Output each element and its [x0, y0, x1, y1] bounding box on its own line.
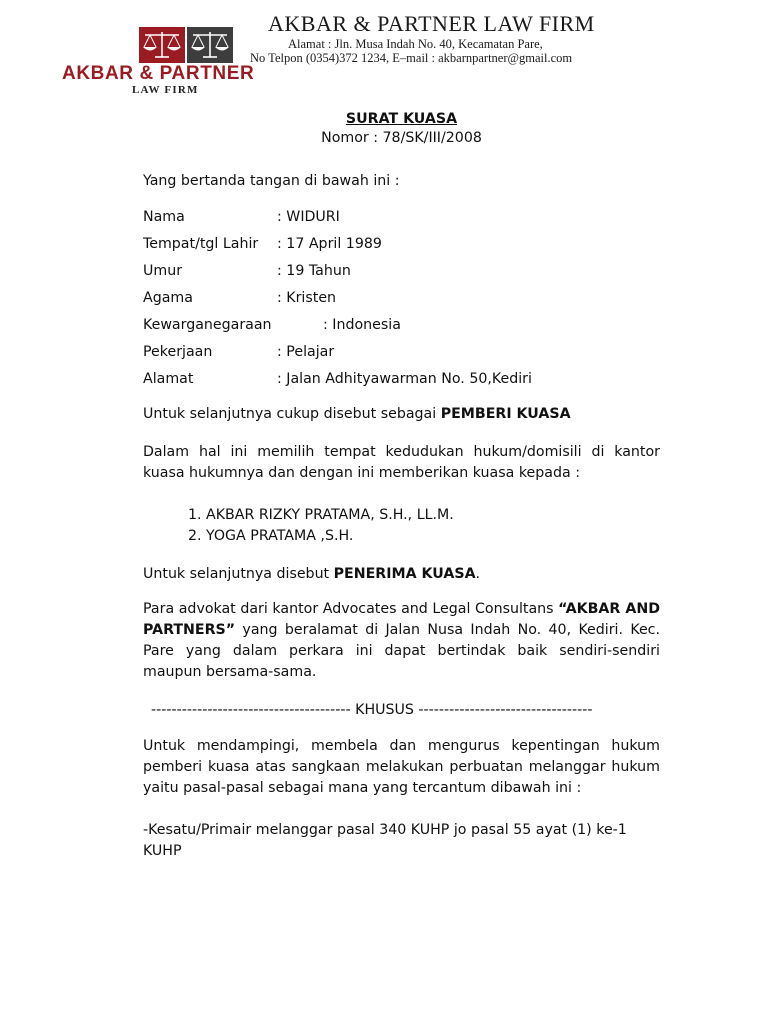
pemberi-kuasa-paragraph — [143, 404, 660, 425]
field-value: : 17 April 1989 — [277, 236, 382, 252]
firm-title: AKBAR & PARTNER LAW FIRM — [268, 11, 595, 36]
scales-logo-right — [187, 27, 233, 63]
field-row-nama — [143, 207, 660, 234]
field-row-tempat-tgl-lahir — [143, 234, 660, 261]
firm-address: Alamat : Jln. Musa Indah No. 40, Kecamatan Pare, — [288, 37, 543, 51]
logo-subtitle: LAW FIRM — [132, 84, 199, 96]
pemberi-kuasa-label: PEMBERI KUASA — [440, 406, 571, 422]
scales-logo-left — [139, 27, 185, 63]
list-item: 1. AKBAR RIZKY PRATAMA, S.H., LL.M. — [206, 505, 660, 526]
field-value: : Jalan Adhityawarman No. 50,Kediri — [277, 371, 532, 387]
field-row-alamat — [143, 369, 660, 396]
field-value: : 19 Tahun — [277, 263, 351, 279]
field-value: : Kristen — [277, 290, 337, 306]
field-label: Alamat — [143, 371, 194, 387]
logo-name: AKBAR & PARTNER — [62, 63, 255, 84]
advokat-suffix: yang beralamat di Jalan Nusa Indah No. 40, Kediri. Kec. Pare yang dalam perkara ini dapat bertindak baik sendiri-sendiri maupun bersama-sama. — [143, 622, 660, 680]
document-title: SURAT KUASA — [345, 111, 458, 127]
penerima-kuasa-label: PENERIMA KUASA — [333, 566, 476, 582]
field-value: : Indonesia — [323, 317, 401, 333]
field-value: : Pelajar — [277, 344, 335, 360]
document-body — [143, 106, 660, 862]
scales-icon — [139, 27, 185, 63]
field-label: Agama — [143, 290, 193, 306]
penerima-suffix: . — [475, 566, 481, 582]
list-item: 2. YOGA PRATAMA ,S.H. — [206, 526, 660, 547]
field-label: Nama — [143, 209, 185, 225]
field-row-agama — [143, 288, 660, 315]
field-label: Tempat/tgl Lahir — [143, 236, 259, 252]
field-value: : WIDURI — [277, 209, 340, 225]
field-row-kewarganegaraan — [143, 315, 660, 342]
letterhead — [0, 0, 768, 100]
document-number: Nomor : 78/SK/III/2008 — [321, 130, 482, 146]
penerima-kuasa-paragraph — [143, 564, 660, 585]
penerima-prefix: Untuk selanjutnya disebut — [143, 566, 334, 582]
field-label: Pekerjaan — [143, 344, 213, 360]
firm-name-quoted: “AKBAR AND PARTNERS” — [143, 601, 660, 638]
advokat-paragraph — [143, 599, 660, 683]
intro-text: Yang bertanda tangan di bawah ini : — [143, 173, 400, 189]
untuk-paragraph: Untuk mendampingi, membela dan mengurus kepentingan hukum pemberi kuasa atas sangkaan melakukan perbuatan melanggar hukum yaitu pasal-pasal sebagai mana yang tercantum dibawah ini : — [143, 738, 660, 796]
khusus-divider: --------------------------------------- KHUSUS ---------------------------------- — [151, 702, 593, 718]
pemberi-prefix: Untuk selanjutnya cukup disebut sebagai — [143, 406, 441, 422]
grantor-fields — [143, 207, 660, 396]
field-row-pekerjaan — [143, 342, 660, 369]
domisili-paragraph: Dalam hal ini memilih tempat kedudukan hukum/domisili di kantor kuasa hukumnya dan dengan ini memberikan kuasa kepada : — [143, 444, 660, 481]
advokat-prefix: Para advokat dari kantor Advocates and Legal Consultans — [143, 601, 559, 617]
scales-icon — [187, 27, 233, 63]
firm-contact: No Telpon (0354)372 1234, E–mail : akbarnpartner@gmail.com — [250, 51, 573, 65]
kesatu-paragraph: -Kesatu/Primair melanggar pasal 340 KUHP jo pasal 55 ayat (1) ke-1 KUHP — [143, 822, 627, 859]
recipient-list — [143, 505, 660, 547]
field-row-umur — [143, 261, 660, 288]
field-label: Umur — [143, 263, 183, 279]
field-label: Kewarganegaraan — [143, 317, 272, 333]
